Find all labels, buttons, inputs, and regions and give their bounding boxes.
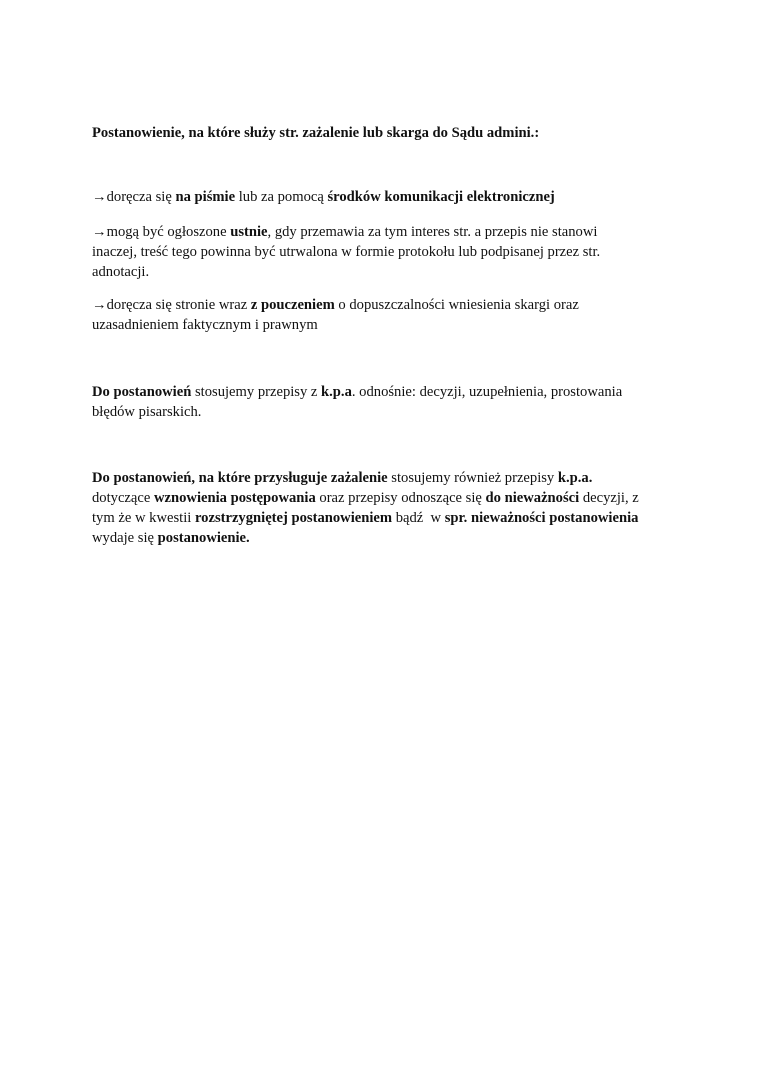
text: błędów pisarskich. bbox=[92, 404, 202, 420]
text: , gdy przemawia za tym interes str. a przepis nie stanowi bbox=[267, 224, 598, 240]
bold-text: Do postanowień, na które przysługuje zażalenie bbox=[92, 470, 388, 486]
text: stosujemy przepisy z bbox=[191, 384, 322, 400]
text: inaczej, treść tego powinna być utrwalona w formie protokołu lub podpisanej przez str. bbox=[92, 244, 601, 260]
text: stosujemy również przepisy bbox=[387, 470, 558, 486]
heading-line bbox=[92, 124, 539, 143]
bold-text: spr. nieważności postanowienia bbox=[444, 510, 639, 526]
text: decyzji, z bbox=[579, 490, 639, 506]
text: oraz przepisy odnoszące się bbox=[315, 490, 486, 506]
bold-text: do nieważności bbox=[485, 490, 580, 506]
bullet-oral-line bbox=[92, 263, 149, 282]
bullet-delivery-line bbox=[92, 188, 555, 207]
bullet-instruction-line bbox=[92, 296, 579, 315]
bold-text: na piśmie bbox=[175, 189, 236, 205]
bold-text: postanowienie. bbox=[157, 530, 250, 546]
bold-text: wznowienia postępowania bbox=[153, 490, 316, 506]
paragraph-complaint-line bbox=[92, 469, 592, 488]
bullet-oral-line bbox=[92, 223, 597, 242]
bold-text: k.p.a. bbox=[557, 470, 593, 486]
bullet-instruction-line bbox=[92, 316, 318, 335]
text: tym że w kwestii bbox=[92, 510, 195, 526]
text: →doręcza się stronie wraz bbox=[92, 297, 251, 313]
text: uzasadnieniem faktycznym i prawnym bbox=[92, 317, 318, 333]
bold-text: środków komunikacji elektronicznej bbox=[327, 189, 555, 205]
paragraph-kpa-line bbox=[92, 403, 201, 422]
text: wydaje się bbox=[92, 530, 158, 546]
paragraph-complaint-line bbox=[92, 489, 639, 508]
paragraph-complaint-line bbox=[92, 509, 638, 528]
bold-text: ustnie bbox=[230, 224, 268, 240]
text: adnotacji. bbox=[92, 264, 150, 280]
text: →doręcza się bbox=[92, 189, 176, 205]
bold-text: Postanowienie, na które służy str. zażalenie lub skarga do Sądu admini.: bbox=[92, 125, 540, 141]
bold-text: k.p.a bbox=[321, 384, 352, 400]
text: →mogą być ogłoszone bbox=[92, 224, 231, 240]
bullet-oral-line bbox=[92, 243, 600, 262]
paragraph-complaint-line bbox=[92, 529, 250, 548]
text: dotyczące bbox=[92, 490, 154, 506]
text: bądź w bbox=[392, 510, 445, 526]
text: lub za pomocą bbox=[235, 189, 328, 205]
bold-text: Do postanowień bbox=[92, 384, 192, 400]
bold-text: z pouczeniem bbox=[250, 297, 335, 313]
bold-text: rozstrzygniętej postanowieniem bbox=[194, 510, 393, 526]
text: o dopuszczalności wniesienia skargi oraz bbox=[334, 297, 579, 313]
paragraph-kpa-line bbox=[92, 383, 622, 402]
text: . odnośnie: decyzji, uzupełnienia, prostowania bbox=[351, 384, 623, 400]
